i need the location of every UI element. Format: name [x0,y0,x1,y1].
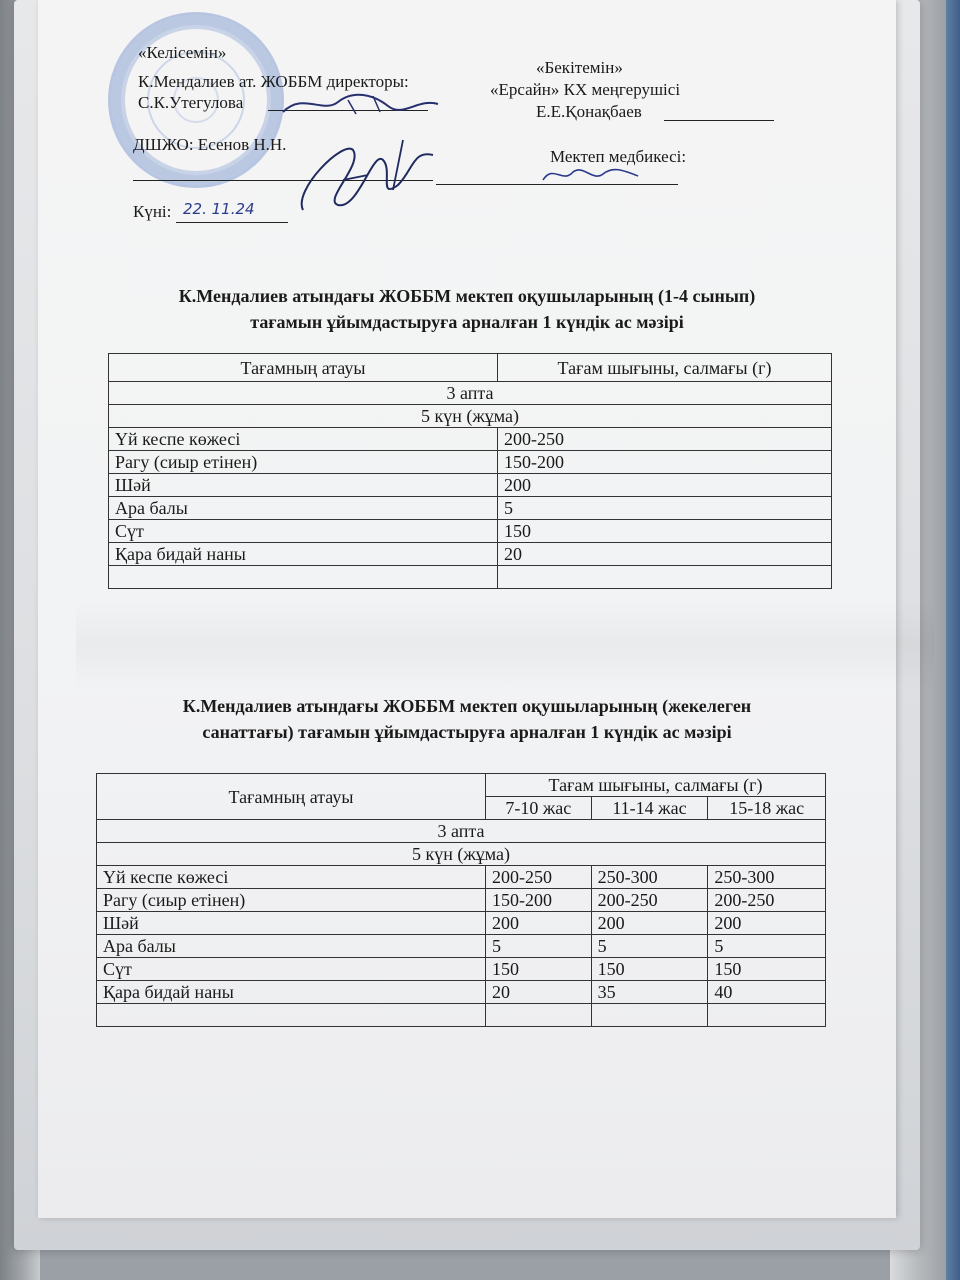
head-signature-line [664,120,774,121]
weight-11-14: 200 [591,912,708,935]
dish-name: Үй кеспе көжесі [97,866,486,889]
column-header-weight: Тағам шығыны, салмағы (г) [486,774,826,797]
weight-11-14: 250-300 [591,866,708,889]
day-row [109,405,832,428]
dish-name: Рагу (сиыр етінен) [97,889,486,912]
table-row [97,866,826,889]
menu2-title [78,693,856,745]
dish-weight: 20 [498,543,832,566]
dish-weight: 150 [498,520,832,543]
menu1-table [108,353,832,589]
menu1-title [78,283,856,335]
table-row [97,889,826,912]
age-group-header: 7-10 жас [486,797,592,820]
table-header-row [109,354,832,382]
dshzho-name: ДШЖО: Есенов Н.Н. [133,135,287,154]
nurse-signature [538,160,648,190]
day-row [97,843,826,866]
approve-label: «Бекітемін» [536,58,623,77]
nurse-label: Мектеп медбикесі: [550,147,687,166]
director-title: К.Мендалиев ат. ЖОББМ директоры: [138,72,409,91]
weight-11-14: 200-250 [591,889,708,912]
dish-name: Үй кеспе көжесі [109,428,498,451]
week-row [109,382,832,405]
table-row [109,497,832,520]
table-row [97,958,826,981]
dish-name: Ара балы [109,497,498,520]
column-header-name: Тағамның атауы [97,774,486,820]
menu2-title-line1: К.Мендалиев атындағы ЖОББМ мектеп оқушыларының (жекелеген [182,696,752,716]
dish-weight: 150-200 [498,451,832,474]
dish-name: Сүт [109,520,498,543]
dish-name: Қара бидай наны [109,543,498,566]
date-label: Күні: [133,202,172,221]
table-row [109,543,832,566]
director-signature [278,84,458,124]
director-name: С.К.Утегулова [138,93,244,112]
table-header-row [97,774,826,797]
weight-7-10: 20 [486,981,592,1004]
menu1-title-line1: К.Мендалиев атындағы ЖОББМ мектеп оқушыларының (1-4 сынып) [178,286,756,306]
dish-name: Шәй [109,474,498,497]
week-row [97,820,826,843]
weight-7-10: 200-250 [486,866,592,889]
weight-15-18: 150 [708,958,826,981]
column-header-name: Тағамның атауы [109,354,498,382]
document-page [38,0,896,1218]
menu2-table [96,773,826,1027]
weight-11-14: 35 [591,981,708,1004]
weight-11-14: 5 [591,935,708,958]
folder-edge [946,0,960,1280]
dshzho-signature [283,130,443,225]
empty-row [109,566,832,589]
weight-15-18: 40 [708,981,826,1004]
org-head-name: Е.Е.Қонақбаев [536,102,642,121]
weight-7-10: 150-200 [486,889,592,912]
weight-15-18: 200-250 [708,889,826,912]
menu2-title-line2: санаттағы) тағамын ұйымдастыруға арналған 1 күндік ас мәзірі [202,722,732,742]
table-row [97,981,826,1004]
day-label: 5 күн (жұма) [109,405,832,428]
date-value: 22. 11.24 [183,200,255,218]
week-label: 3 апта [97,820,826,843]
weight-11-14: 150 [591,958,708,981]
dish-name: Рагу (сиыр етінен) [109,451,498,474]
day-label: 5 күн (жұма) [97,843,826,866]
table-row [97,912,826,935]
weight-15-18: 5 [708,935,826,958]
dish-weight: 5 [498,497,832,520]
weight-7-10: 200 [486,912,592,935]
menu1-title-line2: тағамын ұйымдастыруға арналған 1 күндік ас мәзірі [250,312,684,332]
dish-weight: 200-250 [498,428,832,451]
empty-row [97,1004,826,1027]
table-row [109,451,832,474]
date-line [176,222,288,223]
org-head-title: «Ерсайн» КХ меңгерушісі [490,80,681,99]
age-group-header: 15-18 жас [708,797,826,820]
table-row [109,474,832,497]
dish-name: Қара бидай наны [97,981,486,1004]
table-row [97,935,826,958]
weight-7-10: 5 [486,935,592,958]
table-row [109,520,832,543]
column-header-weight: Тағам шығыны, салмағы (г) [498,354,832,382]
dish-name: Шәй [97,912,486,935]
weight-15-18: 250-300 [708,866,826,889]
weight-7-10: 150 [486,958,592,981]
week-label: 3 апта [109,382,832,405]
age-group-header: 11-14 жас [591,797,708,820]
table-row [109,428,832,451]
agreed-label: «Келісемін» [138,43,227,62]
dish-name: Сүт [97,958,486,981]
weight-15-18: 200 [708,912,826,935]
dish-name: Ара балы [97,935,486,958]
page-fold [76,600,934,690]
dish-weight: 200 [498,474,832,497]
